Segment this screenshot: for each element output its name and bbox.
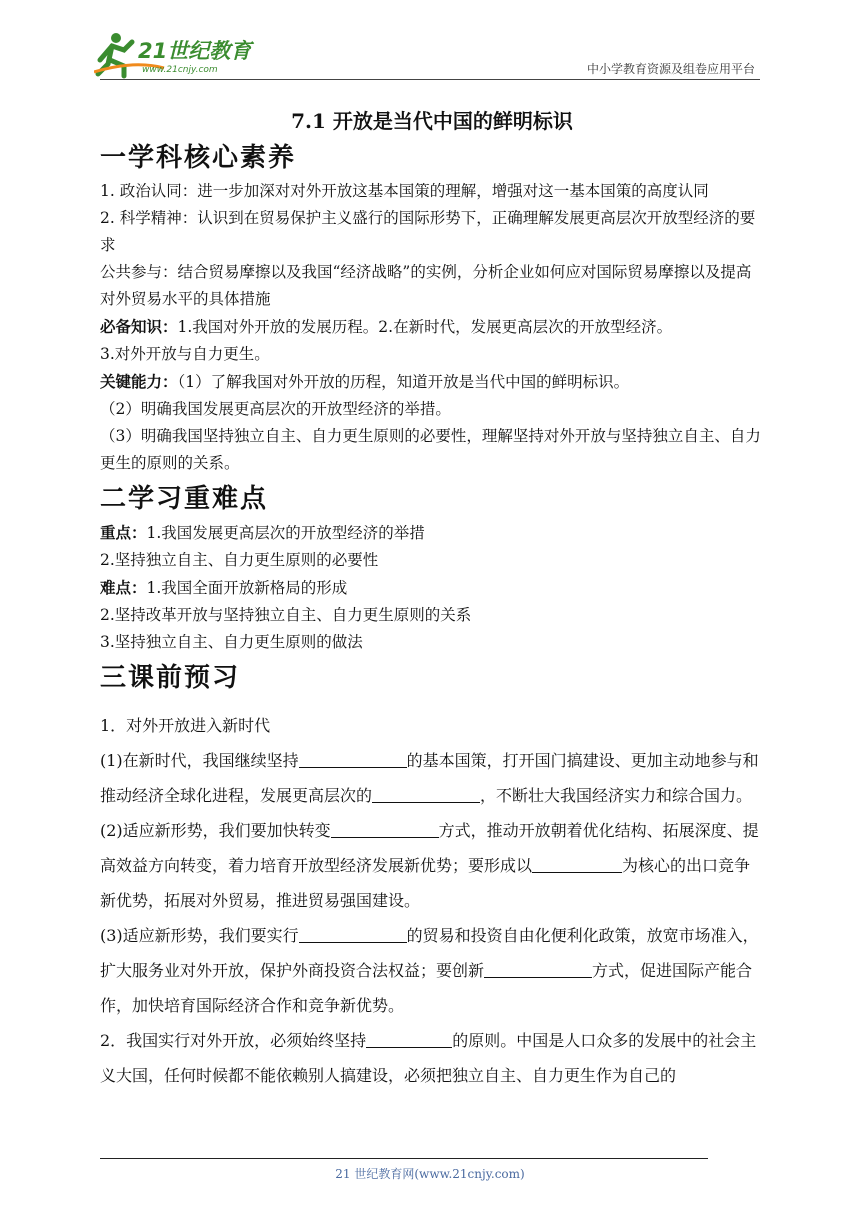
- main-content: [100, 104, 764, 1093]
- preview-question-1a: [100, 743, 764, 813]
- difficult-line-2: 2.坚持改革开放与坚持独立自主、自力更生原则的关系: [100, 606, 472, 624]
- section-heading-keypoints: 二学习重难点: [100, 484, 269, 514]
- fill-blank[interactable]: [331, 821, 439, 838]
- fill-blank[interactable]: [299, 751, 407, 768]
- q1a-text-2: 的基本国策，打开国门搞建设、更加主动地参与和推动经济全球化进程，发展更高层次的: [100, 751, 759, 805]
- fill-blank[interactable]: [484, 961, 592, 978]
- logo-text: 21世纪教育: [138, 39, 252, 63]
- q1c-text-3: 方式，促进国际产能合作，加快培育国际经济合作和竞争新优势。: [100, 961, 753, 1015]
- preview-question-1-title: 1．对外开放进入新时代: [100, 716, 271, 735]
- fill-blank[interactable]: [372, 786, 480, 803]
- preview-question-2: [100, 1023, 764, 1093]
- difficult-line-1: [100, 574, 764, 602]
- fill-blank[interactable]: [299, 926, 407, 943]
- fill-blank[interactable]: [532, 856, 622, 873]
- q1b-text-3: 为核心的出口竞争新优势，拓展对外贸易，推进贸易强国建设。: [100, 856, 751, 910]
- ability-line-3: （3）明确我国坚持独立自主、自力更生原则的必要性，理解坚持对外开放与坚持独立自主、自力更生的原则的关系。: [100, 427, 761, 472]
- literacy-item-3: 公共参与：结合贸易摩擦以及我国“经济战略”的实例，分析企业如何应对国际贸易摩擦以及提高对外贸易水平的具体措施: [100, 263, 752, 308]
- ability-line-2: （2）明确我国发展更高层次的开放型经济的举措。: [100, 400, 451, 418]
- difficult-text-1: 1.我国全面开放新格局的形成: [146, 579, 348, 597]
- ability-text: （1）了解我国对外开放的历程，知道开放是当代中国的鲜明标识。: [177, 373, 630, 391]
- logo-url: www.21cnjy.com: [142, 65, 218, 75]
- logo-runner-icon: [94, 30, 264, 80]
- q1b-text-2: 方式，推动开放朝着优化结构、拓展深度、提高效益方向转变，着力培育开放型经济发展新优势；要形成以: [100, 821, 759, 875]
- q2-text-2: 的原则。中国是人口众多的发展中的社会主义大国，任何时候都不能依赖别人搞建设，必须把独立自主、自力更生作为自己的: [100, 1031, 757, 1085]
- site-logo[interactable]: [94, 30, 264, 80]
- knowledge-text: 1.我国对外开放的发展历程。2.在新时代，发展更高层次的开放型经济。: [177, 318, 673, 336]
- preview-question-1b: [100, 813, 764, 918]
- focus-line-2: 2.坚持独立自主、自力更生原则的必要性: [100, 551, 379, 569]
- section-heading-preview: 三课前预习: [100, 663, 241, 693]
- difficult-label: 难点：: [100, 578, 147, 597]
- fill-blank[interactable]: [366, 1031, 452, 1048]
- preview-question-1c: [100, 918, 764, 1023]
- q1b-text-1: (2)适应新形势，我们要加快转变: [100, 821, 331, 840]
- footer-link[interactable]: 21 世纪教育网(www.21cnjy.com): [335, 1167, 525, 1181]
- footer-divider: [100, 1158, 708, 1159]
- page-title: 7.1 开放是当代中国的鲜明标识: [291, 109, 573, 133]
- knowledge-line: [100, 313, 764, 341]
- q2-text-1: 2．我国实行对外开放，必须始终坚持: [100, 1031, 367, 1050]
- q1a-text-3: ，不断壮大我国经济实力和综合国力。: [480, 786, 753, 805]
- knowledge-line-2: 3.对外开放与自力更生。: [100, 345, 270, 363]
- platform-name: 中小学教育资源及组卷应用平台: [586, 62, 755, 76]
- knowledge-label: 必备知识：: [100, 317, 178, 336]
- literacy-item-2: 2. 科学精神：认识到在贸易保护主义盛行的国际形势下，正确理解发展更高层次开放型经济的要求: [100, 209, 756, 254]
- q1c-text-1: (3)适应新形势，我们要实行: [100, 926, 299, 945]
- section-heading-literacy: 一学科核心素养: [100, 143, 297, 173]
- literacy-item-1: 1. 政治认同：进一步加深对对外开放这基本国策的理解，增强对这一基本国策的高度认同: [100, 182, 709, 200]
- ability-label: 关键能力：: [100, 372, 178, 391]
- difficult-line-3: 3.坚持独立自主、自力更生原则的做法: [100, 633, 363, 651]
- header-divider: [100, 79, 760, 80]
- q1c-text-2: 的贸易和投资自由化便利化政策，放宽市场准入，扩大服务业对外开放，保护外商投资合法权益；要创新: [100, 926, 759, 980]
- ability-line: [100, 368, 764, 396]
- focus-label: 重点：: [100, 523, 147, 542]
- focus-text-1: 1.我国发展更高层次的开放型经济的举措: [146, 524, 425, 542]
- q1a-text-1: (1)在新时代，我国继续坚持: [100, 751, 299, 770]
- focus-line-1: [100, 519, 764, 547]
